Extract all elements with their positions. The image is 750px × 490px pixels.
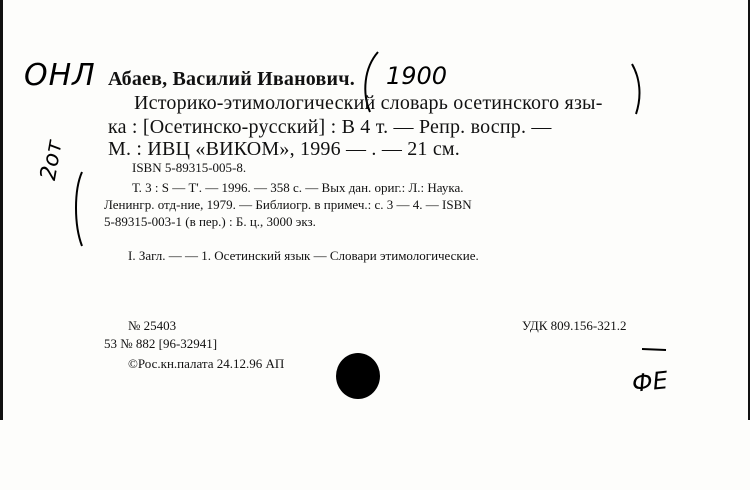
handwritten-year-note: 1900 [386, 62, 448, 90]
title-line-2: ка : [Осетинско-русский] : В 4 т. — Репр. воспр. — [108, 116, 552, 138]
volume-line-3: 5-89315-003-1 (в пер.) : Б. ц., 3000 экз. [104, 214, 316, 229]
handwritten-bracket-right [626, 60, 656, 120]
isbn-line: ISBN 5-89315-005-8. [132, 160, 247, 175]
volume-line-1: Т. 3 : S — Т'. — 1996. — 358 с. — Вых дан. ориг.: Л.: Наука. [132, 180, 464, 195]
book-chamber-line: ©Рос.кн.палата 24.12.96 АП [128, 356, 285, 371]
card-left-edge [0, 0, 3, 420]
card-number: № 25403 [128, 318, 177, 333]
handwritten-side-note: 2от [36, 138, 68, 183]
title-line-1: Историко-этимологический словарь осетинского язы- [134, 92, 603, 114]
subject-headings: I. Загл. — — 1. Осетинский язык — Словари этимологические. [128, 248, 479, 263]
ink-blot [334, 352, 384, 402]
title-line-3: М. : ИВЦ «ВИКОМ», 1996 — . — 21 см. [108, 138, 460, 160]
volume-line-2: Ленингр. отд-ние, 1979. — Библиогр. в примеч.: с. 3 — 4. — ISBN [104, 197, 472, 212]
handwritten-initials: ФЕ [630, 366, 670, 398]
handwritten-left-code: ОНЛ [24, 58, 96, 93]
author-heading: Абаев, Василий Иванович. [108, 68, 355, 90]
registration-code: 53 № 882 [96-32941] [104, 336, 218, 351]
udk-code: УДК 809.156-321.2 [522, 318, 627, 333]
handwritten-side-bracket [70, 170, 90, 250]
pen-dash-mark [640, 344, 670, 354]
